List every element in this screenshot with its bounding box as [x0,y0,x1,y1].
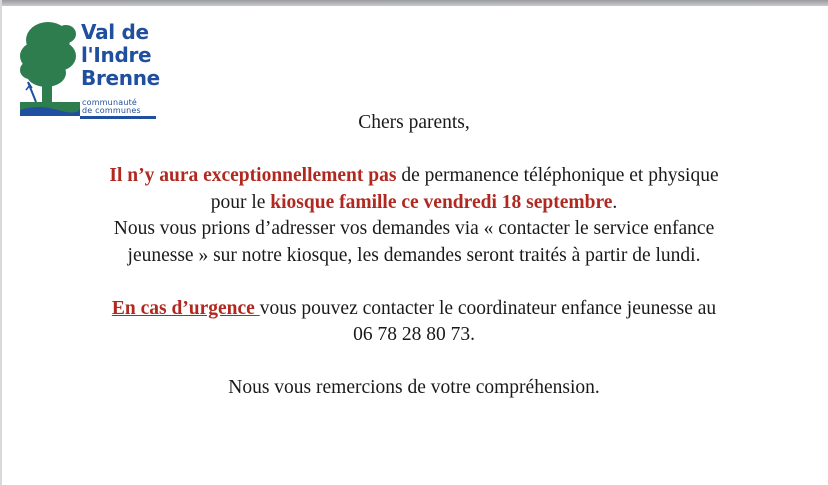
closing-line: Nous vous remercions de votre compréhension. [228,377,600,398]
kiosk-highlight: kiosque famille ce vendredi 18 septembre [270,191,613,213]
logo-line-2: l'Indre [81,43,152,67]
closure-end: . [612,191,618,213]
closure-notice [0,163,828,216]
logo-sub-2: de communes [82,106,141,115]
logo-line-3: Brenne [81,66,160,90]
greeting: Chers parents, [358,112,470,133]
logo-line-1: Val de [81,20,149,44]
closure-text: de permanence téléphonique et physique pour le [210,165,719,213]
request-instructions: Nous vous prions d’adresser vos demandes via « contacter le service enfance jeunesse » sur notre kiosque, les demandes seront traités à partir de lundi. [113,218,715,266]
community-logo [18,18,158,120]
emergency-contact [0,296,828,349]
emergency-label: En cas d’urgence [111,297,260,319]
closure-highlight: Il n’y aura exceptionnellement pas [109,165,397,186]
window-top-bar [0,0,828,6]
logo-wordmark [81,21,160,90]
emergency-text: vous pouvez contacter le coordinateur enfance jeunesse au 06 78 28 80 73. [259,297,717,345]
letter-body [0,110,828,402]
logo-sub-1: communauté [82,98,138,107]
